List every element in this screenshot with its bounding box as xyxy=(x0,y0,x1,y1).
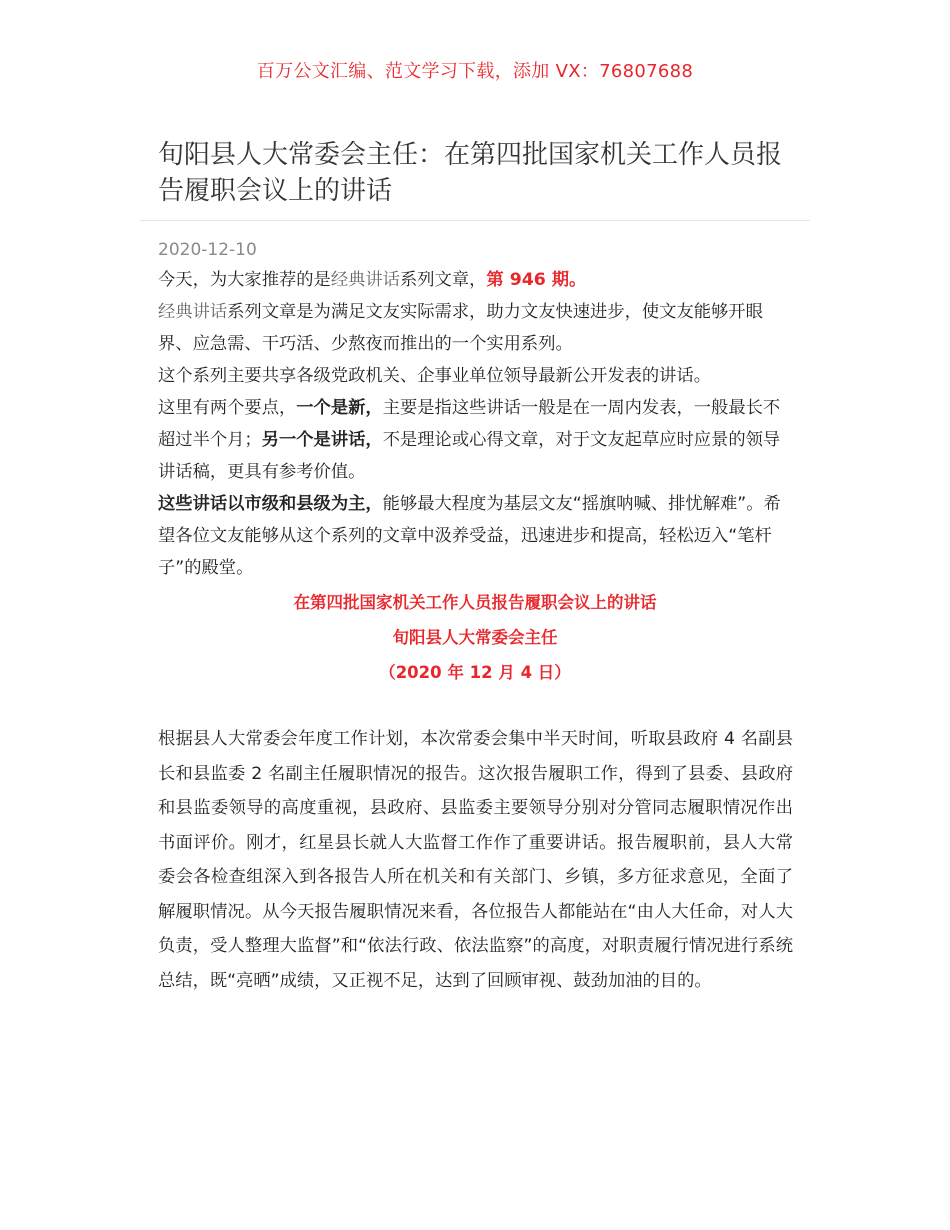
intro-section xyxy=(158,264,793,584)
speech-date: （2020 年 12 月 4 日） xyxy=(379,663,571,682)
intro-paragraph-1 xyxy=(158,264,793,296)
intro-text: 今天，为大家推荐的是 xyxy=(158,270,331,290)
key-point: 另一个是讲话， xyxy=(261,430,383,450)
title-divider xyxy=(140,220,810,221)
speech-speaker: 旬阳县人大常委会主任 xyxy=(392,628,558,647)
intro-text: 这个系列主要共享各级党政机关、企事业单位领导最新公开发表的讲话。 xyxy=(158,366,712,386)
promo-banner: 百万公文汇编、范文学习下载，添加 VX：76807688 xyxy=(256,61,694,82)
intro-text: 能够最大程度为基层文友“摇旗呐喊、排忧解难”。希望各位文友能够从这个系列的文章中汲养受益，迅速进步和提高，轻松迈入“笔杆子”的殿堂。 xyxy=(158,494,781,578)
intro-paragraph-4 xyxy=(158,392,793,488)
key-point: 一个是新， xyxy=(296,398,383,418)
intro-text: 不是理论或心得文章，对于文友起草应时应景的领导讲话稿，更具有参考价值。 xyxy=(158,430,781,482)
intro-text: 系列文章， xyxy=(399,270,487,290)
article-date: 2020-12-10 xyxy=(158,240,257,260)
intro-paragraph-5 xyxy=(158,488,793,584)
issue-number: 第 946 期。 xyxy=(486,270,587,290)
intro-text: 这里有两个要点， xyxy=(158,398,297,418)
series-name: 经典讲话 xyxy=(330,270,400,290)
speech-paragraph: 根据县人大常委会年度工作计划，本次常委会集中半天时间，听取县政府 4 名副县长和县监委 2 名副主任履职情况的报告。这次报告履职工作，得到了县委、县政府和县监委领导的高度重视，县政府、县监委主要领导分别对分管同志履职情况作出书面评价。刚才，红星县长就人大监督工作作了重要讲话。报告履职前，县人大常委会各检查组深入到各报告人所在机关和有关部门、乡镇，多方征求意见，全面了解履职情况。从今天报告履职情况来看，各位报告人都能站在“由人大任命，对人大负责，受人整理大监督”和“依法行政、依法监察”的高度，对职责履行情况进行系统总结，既“亮晒”成绩，又正视不足，达到了回顾审视、鼓劲加油的目的。 xyxy=(158,729,793,991)
key-point: 这些讲话以市级和县级为主， xyxy=(158,494,383,514)
intro-paragraph-3 xyxy=(158,360,793,392)
intro-text: 主要是指这些讲话一般是在一周内发表，一般最长不超过半个月； xyxy=(158,398,781,450)
speech-title: 在第四批国家机关工作人员报告履职会议上的讲话 xyxy=(293,593,657,612)
article-title: 旬阳县人大常委会主任：在第四批国家机关工作人员报告履职会议上的讲话 xyxy=(158,140,783,206)
speech-heading xyxy=(0,585,950,690)
series-name: 经典讲话 xyxy=(158,302,228,322)
intro-paragraph-2 xyxy=(158,296,793,360)
intro-text: 系列文章是为满足文友实际需求，助力文友快速进步，使文友能够开眼界、应急需、干巧活、少熬夜而推出的一个实用系列。 xyxy=(158,302,763,354)
